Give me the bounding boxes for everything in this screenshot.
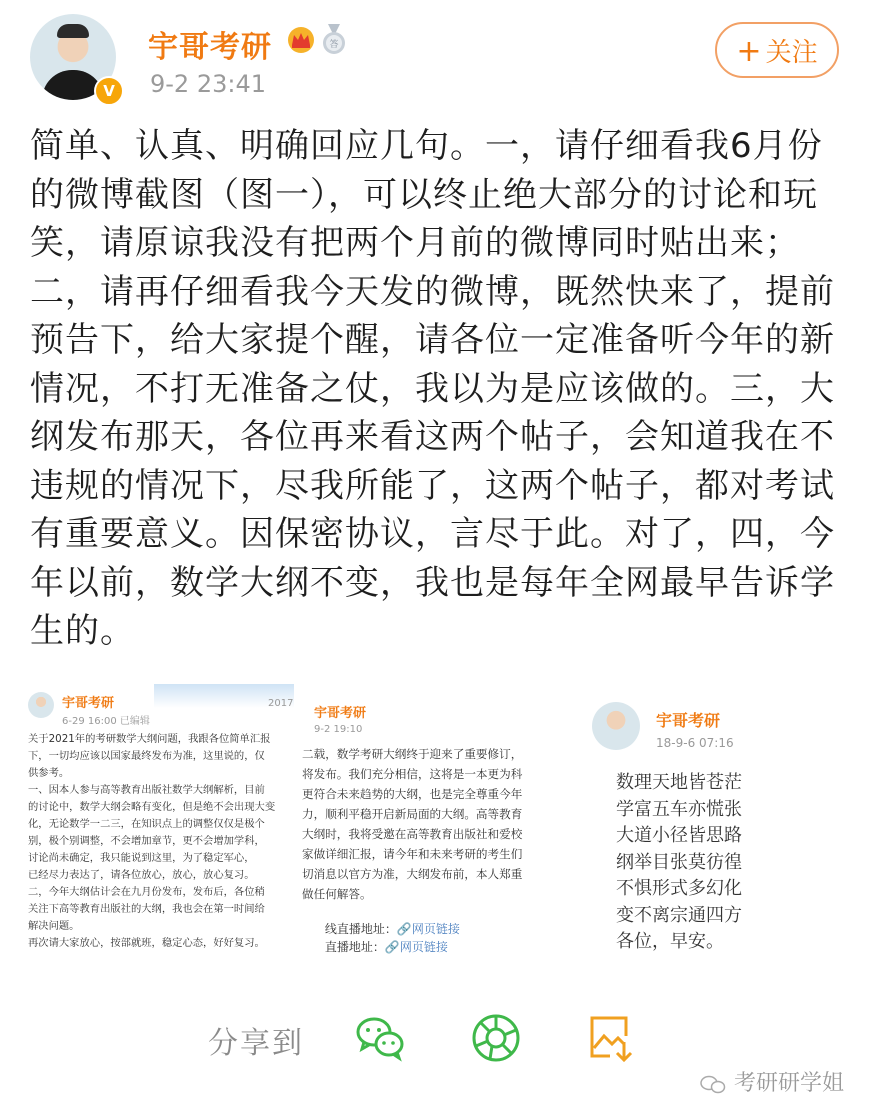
link-icon: 🔗	[396, 922, 412, 936]
watermark-text: 考研研学姐	[734, 1071, 845, 1096]
web-link[interactable]: 网页链接	[399, 940, 448, 954]
image-text-line: 已经尽力表达了，请各位放心，放心，放心复习。	[28, 869, 255, 881]
timestamp: 18-9-6 07:16	[656, 736, 734, 750]
image-text-line: 将发布。我们充分相信，这将是一本更为科	[302, 767, 523, 781]
image-text-line: 再次请大家放心，按部就班，稳定心态，好好复习。	[28, 937, 265, 949]
username: 宇哥考研	[62, 696, 115, 711]
image-text-line: 供参考。	[28, 767, 70, 779]
image-thumbnail-3[interactable]	[578, 684, 844, 954]
wechat-watermark-icon	[700, 1074, 726, 1094]
verified-badge-icon: V	[94, 76, 124, 106]
moments-icon[interactable]	[468, 1010, 524, 1066]
image-text-line: 学富五车亦慌张	[616, 798, 742, 820]
image-text-line: 大纲时，我将受邀在高等教育出版社和爱校	[302, 827, 523, 841]
image-text-line: 一、因本人参与高等教育出版社数学大纲解析，目前	[28, 784, 265, 796]
post-timestamp: 9-2 23:41	[150, 70, 266, 98]
username: 宇哥考研	[314, 706, 367, 721]
image-text-line: 大道小径皆思路	[616, 825, 742, 846]
timestamp-value: 6-29 16:00	[62, 716, 117, 727]
link-prefix: 线直播地址：	[324, 922, 397, 936]
link-prefix: 直播地址：	[324, 940, 385, 954]
image-text-line: 的讨论中，数学大纲会略有变化，但是绝不会出现大变	[28, 801, 276, 813]
image-text-line: 下，一切均应该以国家最终发布为准，这里说的，仅	[28, 750, 265, 762]
image-text-line: 纲举目张莫彷徨	[616, 851, 742, 873]
post-header	[0, 0, 870, 120]
image-text-line: 二载，数学考研大纲终于迎来了重要修订，	[302, 747, 523, 761]
image-text-line: 关于2021年的考研数学大纲问题，我跟各位简单汇报	[28, 733, 271, 745]
share-label: 分享到	[208, 1026, 304, 1061]
image-text-line: 别，极个别调整，不会增加章节，更不会增加学科，	[28, 835, 265, 847]
follow-label: 关注	[765, 38, 818, 68]
image-text-line: 讨论尚未确定，我只能说到这里，为了稳定军心，	[28, 852, 255, 864]
crown-icon	[286, 26, 316, 54]
image-text-line: 化，无论数学一二三，在知识点上的调整仅仅是极个	[28, 818, 265, 830]
web-link[interactable]: 网页链接	[411, 922, 460, 936]
plus-icon: +	[736, 34, 762, 69]
image-text-line: 变不离宗通四方	[616, 904, 742, 926]
avatar-hair	[57, 24, 89, 38]
edited-label: 已编辑	[119, 716, 150, 727]
image-text-line: 关注下高等教育出版社的大纲，我也会在第一时间给	[28, 903, 265, 915]
svg-text:答: 答	[329, 40, 339, 50]
username: 宇哥考研	[656, 711, 721, 730]
follow-button[interactable]	[715, 22, 839, 78]
timestamp	[62, 712, 150, 727]
image-text-line: 做任何解答。	[302, 887, 372, 901]
image-text-line: 力，顺利平稳开启新局面的大纲。高等教育	[302, 807, 523, 821]
image-text-line: 数理天地皆苍茫	[616, 772, 742, 793]
image-text-line: 更符合未来趋势的大纲，也是完全尊重今年	[302, 787, 523, 801]
username[interactable]: 宇哥考研	[148, 30, 272, 65]
post-body: 简单、认真、明确回应几句。一，请仔细看我6月份的微博截图（图一），可以终止绝大部分的讨论和玩笑，请原谅我没有把两个月前的微博同时贴出来；二，请再仔细看我今天发的微博，既然快来了，提前预告下，给大家提个醒，请各位一定准备听今年的新情况，不打无准备之仗，我以为是应该做的。三，大纲发布那天，各位再来看这两个帖子，会知道我在不违规的情况下，尽我所能了，这两个帖子，都对考试有重要意义。因保密协议，言尽于此。对了，四，今年以前，数学大纲不变，我也是每年全网最早告诉学生的。	[30, 126, 835, 651]
avatar	[28, 692, 54, 718]
link-icon: 🔗	[384, 940, 400, 954]
corner-label: 2017	[268, 698, 294, 709]
image-text-line: 二，今年大纲估计会在九月份发布，发布后，各位稍	[28, 886, 265, 898]
wechat-icon[interactable]	[352, 1010, 408, 1066]
image-thumbnail-2[interactable]	[300, 684, 572, 954]
avatar	[592, 702, 640, 750]
image-text-line: 各位，早安。	[616, 931, 724, 952]
image-grid	[24, 684, 844, 954]
image-text-line: 解决问题。	[28, 920, 80, 932]
image-thumbnail-1[interactable]	[24, 684, 294, 954]
image-text-line: 不惧形式多幻化	[616, 878, 742, 899]
timestamp: 9-2 19:10	[314, 724, 363, 735]
watermark	[700, 1066, 844, 1097]
medal-icon	[320, 24, 348, 56]
image-text-line: 家做详细汇报，请今年和未来考研的考生们	[302, 847, 523, 861]
image-text-line: 切消息以官方为准，大纲发布前，本人郑重	[302, 867, 523, 881]
link-row	[302, 924, 448, 954]
save-image-icon[interactable]	[584, 1010, 640, 1066]
